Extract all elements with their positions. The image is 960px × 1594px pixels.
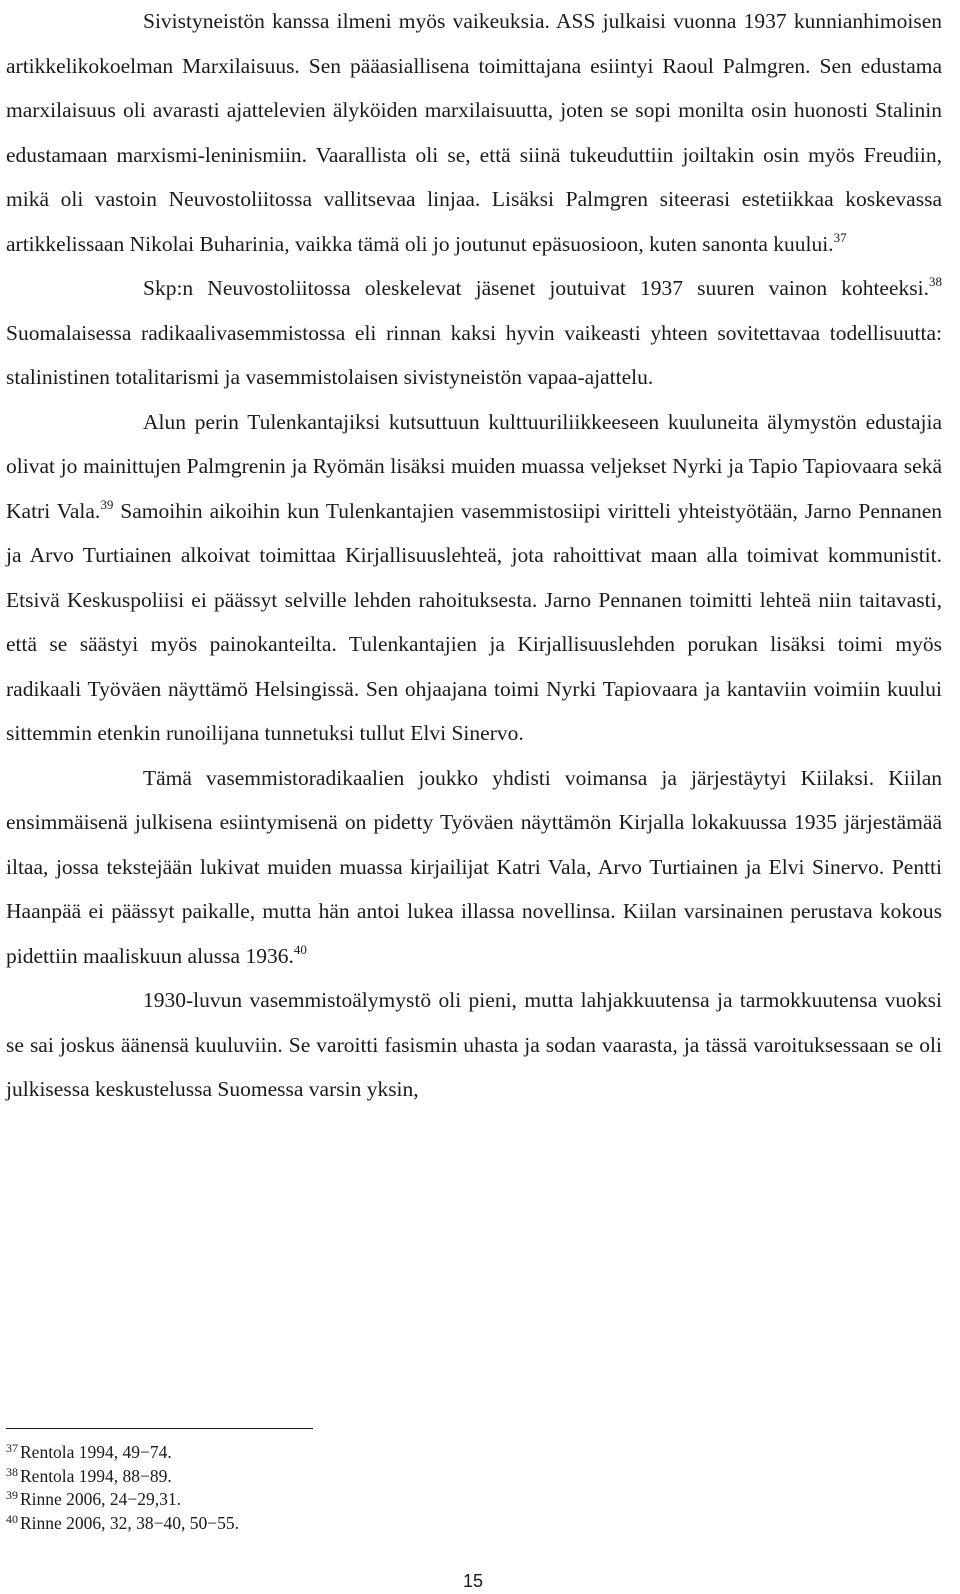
footnotes <box>6 1441 606 1535</box>
footnote-text: Rentola 1994, 88−89. <box>20 1465 172 1486</box>
paragraph-1-text: Sivistyneistön kanssa ilmeni myös vaikeuksia. ASS julkaisi vuonna 1937 kunnianhimoisen artikkelikokoelman Marxilaisuus. Sen pääasiallisena toimittajana esiintyi Raoul Palmgren. Sen edustama marxilaisuus oli avarasti ajattelevien älyköiden marxilaisuutta, joten se sopi monilta osin huonosti Stalinin edustamaan marxismi-leninismiin. Vaarallista oli se, että siinä tukeuduttiin joiltakin osin myös Freudiin, mikä oli vastoin Neuvostoliitossa vallitsevaa linjaa. Lisäksi Palmgren siteerasi estetiikkaa koskevassa artikkelissaan Nikolai Buharinia, vaikka tämä oli jo joutunut epäsuosioon, kuten sanonta kuului. <box>6 9 942 256</box>
paragraph-4 <box>6 756 942 979</box>
footnote-ref-39[interactable]: 39 <box>100 496 114 512</box>
footnote-40 <box>6 1512 606 1536</box>
footnote-text: Rinne 2006, 32, 38−40, 50−55. <box>20 1512 240 1533</box>
footnote-number: 40 <box>6 1511 18 1526</box>
paragraph-2-text-a: Skp:n Neuvostoliitossa oleskelevat jäsenet joutuivat 1937 suuren vainon kohteeksi. <box>143 276 929 300</box>
footnote-ref-40[interactable]: 40 <box>293 941 307 957</box>
footnote-ref-37[interactable]: 37 <box>833 229 847 245</box>
paragraph-2 <box>6 266 942 400</box>
footnote-37 <box>6 1441 606 1465</box>
footnote-text: Rinne 2006, 24−29,31. <box>20 1489 182 1509</box>
footnote-number: 39 <box>6 1488 18 1502</box>
paragraph-3-text-b: Samoihin aikoihin kun Tulenkantajien vasemmistosiipi viritteli yhteistyötään, Jarno Pennanen ja Arvo Turtiainen alkoivat toimittaa Kirjallisuuslehteä, jota rahoittivat maan alla toimivat kommunistit. Etsivä Keskuspoliisi ei päässyt selville lehden rahoituksesta. Jarno Pennanen toimitti lehteä niin taitavasti, että se säästyi myös painokanteilta. Tulenkantajien ja Kirjallisuuslehden porukan lisäksi toimi myös radikaali Työväen näyttämö Helsingissä. Sen ohjaajana toimi Nyrki Tapiovaara ja kantaviin voimiin kuului sittemmin etenkin runoilijana tunnetuksi tullut Elvi Sinervo. <box>6 498 942 745</box>
document-body <box>6 0 942 1112</box>
paragraph-5-text: 1930-luvun vasemmistoälymystö oli pieni, mutta lahjakkuutensa ja tarmokkuutensa vuoksi se sai joskus äänensä kuuluviin. Se varoitti fasismin uhasta ja sodan vaarasta, ja tässä varoituksessaan se oli julkisessa keskustelussa Suomessa varsin yksin, <box>6 988 942 1101</box>
footnote-39 <box>6 1488 606 1512</box>
footnote-text: Rentola 1994, 49−74. <box>20 1442 172 1462</box>
paragraph-2-text-b: Suomalaisessa radikaalivasemmistossa eli rinnan kaksi hyvin vaikeasti yhteen sovitettavaa todellisuutta: stalinistinen totalitarismi ja vasemmistolaisen sivistyneistön vapaa-ajattelu. <box>6 320 942 389</box>
footnote-ref-38[interactable]: 38 <box>929 274 942 289</box>
paragraph-4-text: Tämä vasemmistoradikaalien joukko yhdisti voimansa ja järjestäytyi Kiilaksi. Kiilan ensimmäisenä julkisena esiintymisenä on pidetty Työväen näyttämön Kirjalla lokakuussa 1935 järjestämää iltaa, jossa tekstejään lukivat muiden muassa kirjailijat Katri Vala, Arvo Turtiainen ja Elvi Sinervo. Pentti Haanpää ei päässyt paikalle, mutta hän antoi lukea illassa novellinsa. Kiilan varsinainen perustava kokous pidettiin maaliskuun alussa 1936. <box>6 765 942 968</box>
paragraph-5 <box>6 978 942 1112</box>
footnote-number: 38 <box>6 1464 18 1479</box>
paragraph-3-text-a: Alun perin Tulenkantajiksi kutsuttuun kulttuuriliikkeeseen kuuluneita älymystön edustajia olivat jo mainittujen Palmgrenin ja Ryömän lisäksi muiden muassa veljekset Nyrki ja Tapio Tapiovaara sekä Katri Vala. <box>6 409 942 523</box>
footnote-38 <box>6 1465 606 1489</box>
paragraph-1 <box>6 0 942 266</box>
footnote-divider <box>6 1428 313 1429</box>
page-number: 15 <box>462 1571 484 1591</box>
paragraph-3 <box>6 400 942 756</box>
footnote-number: 37 <box>6 1441 18 1455</box>
